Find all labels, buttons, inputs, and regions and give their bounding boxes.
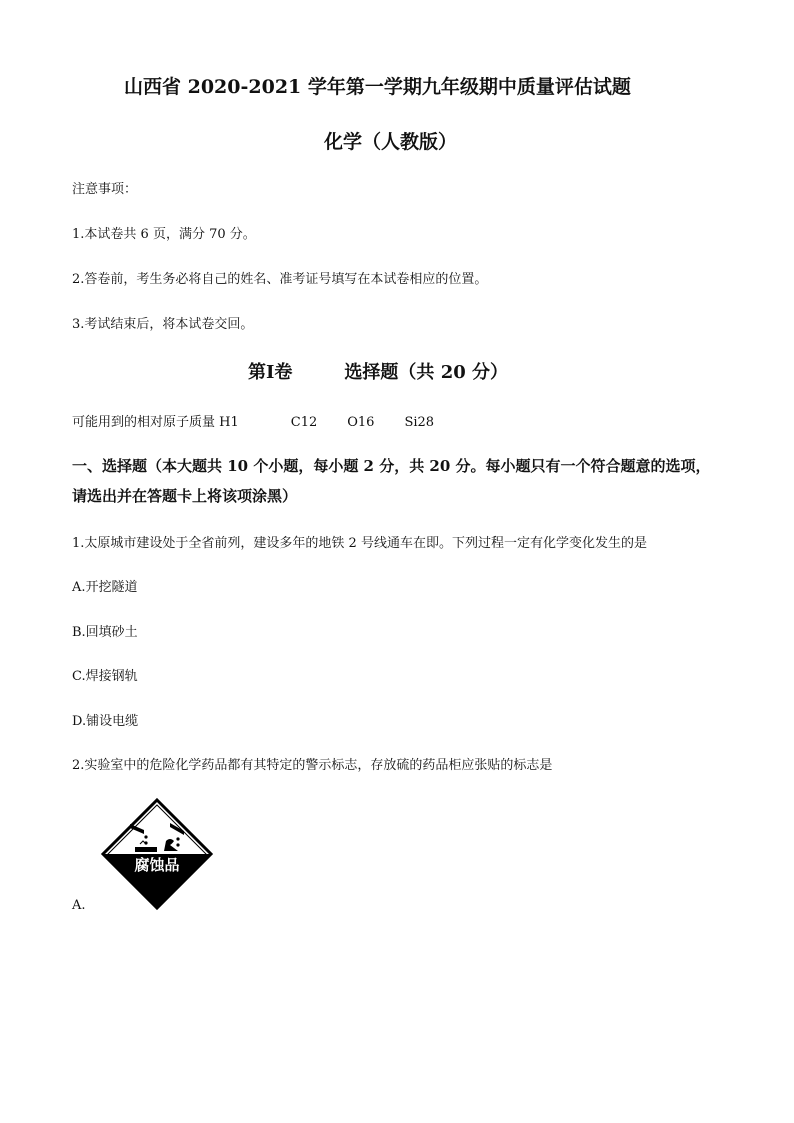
notice-heading: 注意事项： — [72, 182, 138, 197]
corrosive-hazard-sign — [100, 797, 214, 911]
notice-item-2: 2.答卷前，考生务必将自己的姓名、准考证号填写在本试卷相应的位置。 — [72, 272, 488, 287]
q1-option-a: A.开挖隧道 — [72, 580, 138, 595]
q1-stem: 1.太原城市建设处于全省前列，建设多年的地铁 2 号线通车在即。下列过程一定有化学变化发生的是 — [72, 536, 647, 551]
part-heading-line-2: 请选出并在答题卡上将该项涂黑） — [72, 487, 298, 505]
q2-option-a-label: A. — [72, 898, 86, 913]
atomic-mass-o: O16 — [347, 415, 375, 430]
atomic-mass-label: 可能用到的相对原子质量 H1 — [72, 415, 239, 430]
page-title: 山西省 2020-2021 学年第一学期九年级期中质量评估试题 — [124, 76, 631, 98]
atomic-mass-si: Si28 — [404, 415, 435, 430]
q2-stem: 2.实验室中的危险化学药品都有其特定的警示标志，存放硫的药品柜应张贴的标志是 — [72, 758, 553, 773]
q1-option-b: B.回填砂土 — [72, 625, 138, 640]
hazard-sign-label: 腐蚀品 — [134, 856, 180, 874]
section-heading-part: 第Ⅰ卷 — [248, 362, 293, 383]
atomic-masses — [72, 411, 434, 430]
q1-option-c: C.焊接钢轨 — [72, 669, 138, 684]
atomic-mass-c: C12 — [290, 415, 318, 430]
part-heading-line-1: 一、选择题（本大题共 10 个小题，每小题 2 分，共 20 分。每小题只有一个符合题意的选项， — [72, 457, 711, 475]
q1-option-d: D.铺设电缆 — [72, 714, 139, 729]
section-heading — [248, 358, 508, 384]
notice-item-3: 3.考试结束后，将本试卷交回。 — [72, 317, 254, 332]
notice-item-1: 1.本试卷共 6 页，满分 70 分。 — [72, 227, 256, 242]
page-subtitle: 化学（人教版） — [324, 131, 458, 153]
section-heading-type: 选择题（共 20 分） — [344, 362, 509, 383]
